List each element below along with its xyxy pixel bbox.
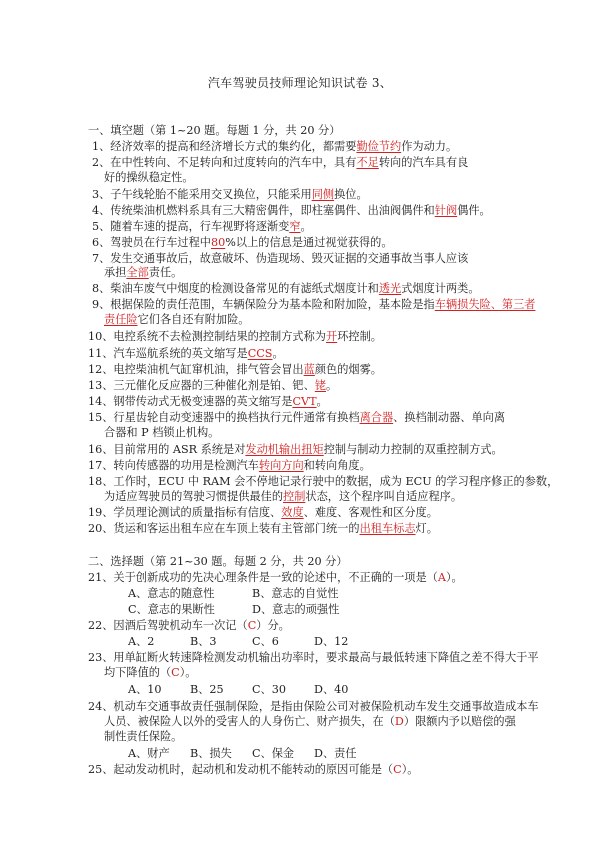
answer-20: 出租车标志: [359, 522, 416, 535]
option-24-c: C、保金: [252, 747, 295, 760]
question-2: 2、在中性转向、不足转向和过度转向的汽车中，具有不足转向的汽车具有良: [92, 156, 469, 169]
question-22: 22、因酒后驾驶机动车一次记（C）分。: [88, 619, 290, 632]
answer-9-part1: 车辆损失险、第三者: [434, 298, 536, 311]
question-23: 23、用单缸断火转速降检测发动机输出功率时，要求最高与最低转速下降值之差不得大于平: [88, 651, 539, 664]
answer-8: 透光: [378, 282, 402, 295]
option-24-d: D、责任: [314, 747, 357, 760]
answer-9-part2: 责任险: [104, 313, 138, 326]
answer-16: 发动机输出扭矩: [245, 443, 324, 456]
option-24-b: B、损失: [190, 747, 232, 760]
question-18-cont: 为适应驾驶员的驾驶习惯提供最佳的控制状态，这个程序叫自适应程序。: [104, 490, 463, 503]
option-23-a: A、10: [128, 683, 162, 696]
question-18: 18、工作时，ECU 中 RAM 会不停地记录行驶中的数据，成为 ECU 的学习程序修正的参数，: [88, 475, 559, 488]
section2-header: 二、选择题（第 21~30 题。每题 2 分，共 20 分）: [88, 555, 348, 568]
answer-1: 勤俭节约: [356, 140, 402, 153]
answer-19: 效度: [281, 506, 304, 519]
answer-3: 同侧: [311, 188, 335, 201]
question-24: 24、机动车交通事故责任强制保险，是指由保险公司对被保险机动车发生交通事故造成本车: [88, 700, 539, 713]
question-25: 25、起动发动机时，起动机和发动机不能转动的原因可能是（C）。: [88, 763, 419, 776]
question-17: 17、转向传感器的功用是检测汽车转向方向和转向角度。: [88, 459, 371, 472]
question-19: 19、学员理论测试的质量指标有信度、效度、难度、客观性和区分度。: [88, 506, 438, 519]
answer-18: 控制: [283, 490, 306, 503]
option-21-c: C、意志的果断性: [128, 603, 215, 616]
answer-14: CVT: [292, 395, 317, 408]
answer-15: 离合器: [359, 411, 394, 424]
question-12: 12、电控柴油机气缸窜机油，排气管会冒出蓝颜色的烟雾。: [88, 363, 382, 376]
answer-23: C: [171, 666, 180, 679]
answer-24: D: [394, 715, 404, 728]
question-8: 8、柴油车废气中烟度的检测设备常见的有滤纸式烟度计和透光式烟度计两类。: [92, 282, 480, 295]
option-23-b: B、25: [190, 683, 224, 696]
answer-10: 开: [326, 330, 338, 343]
option-22-a: A、2: [128, 635, 155, 648]
question-9: 9、根据保险的责任范围，车辆保险分为基本险和附加险，基本险是指车辆损失险、第三者: [92, 298, 536, 311]
answer-6: 80: [211, 236, 226, 249]
question-1: 1、经济效率的提高和经济增长方式的集约化，都需要勤俭节约作为动力。: [92, 140, 458, 153]
answer-21: A: [437, 571, 446, 584]
question-10: 10、电控系统不去检测控制结果的控制方式称为开环控制。: [88, 330, 382, 343]
question-11: 11、汽车巡航系统的英文缩写是CCS。: [88, 347, 284, 360]
option-23-c: C、30: [252, 683, 286, 696]
question-5: 5、随着车速的提高，行车视野将逐渐变窄。: [92, 220, 312, 233]
question-14: 14、钢带传动式无极变速器的英文缩写是CVT。: [88, 395, 328, 408]
option-22-b: B、3: [190, 635, 217, 648]
question-2-cont: 好的操纵稳定性。: [104, 171, 194, 184]
option-22-c: C、6: [252, 635, 279, 648]
question-13: 13、三元催化反应器的三种催化剂是铂、钯、铑。: [88, 379, 338, 392]
answer-4: 针阀: [434, 204, 458, 217]
option-21-b: B、意志的自觉性: [252, 587, 339, 600]
answer-2: 不足: [356, 156, 379, 169]
answer-13: 铑: [314, 379, 327, 392]
question-9-cont: 责任险它们各自还有附加险。: [104, 313, 250, 326]
exam-title: 汽车驾驶员技师理论知识试卷 3、: [207, 76, 393, 90]
option-21-a: A、意志的随意性: [128, 587, 215, 600]
option-23-d: D、40: [314, 683, 349, 696]
question-7: 7、发生交通事故后，故意破坏、伪造现场、毁灭证据的交通事故当事人应该: [92, 252, 469, 265]
question-24-cont2: 制性责任保险。: [104, 730, 183, 743]
answer-25: C: [393, 763, 402, 776]
option-22-d: D、12: [314, 635, 349, 648]
option-24-a: A、财产: [128, 747, 170, 760]
section1-header: 一、填空题（第 1~20 题。每题 1 分，共 20 分）: [88, 124, 341, 137]
answer-7: 全部: [126, 266, 149, 279]
question-20: 20、货运和客运出租车应在车顶上装有主管部门统一的出租车标志灯。: [88, 522, 438, 535]
answer-5: 窄: [289, 220, 301, 233]
answer-22: C: [247, 619, 257, 632]
answer-12: 蓝: [303, 363, 315, 376]
answer-17: 转向方向: [258, 459, 304, 472]
option-21-d: D、意志的顽强性: [252, 603, 340, 616]
question-15: 15、行星齿轮自动变速器中的换档执行元件通常有换档离合器、换档制动器、单向离: [88, 411, 506, 424]
question-4: 4、传统柴油机燃料系具有三大精密偶件，即柱塞偶件、出油阀偶件和针阀偶件。: [92, 204, 491, 217]
question-23-cont: 均下降值的（C）。: [104, 666, 197, 679]
question-15-cont: 合器和 P 档锁止机构。: [104, 426, 220, 439]
question-16: 16、目前常用的 ASR 系统是对发动机输出扭矩控制与制动力控制的双重控制方式。: [88, 443, 503, 456]
question-6: 6、驾驶员在行车过程中80%以上的信息是通过视觉获得的。: [92, 236, 393, 249]
answer-11: CCS: [247, 347, 273, 360]
question-7-cont: 承担全部责任。: [104, 266, 183, 279]
question-21: 21、关于创新成功的先决心理条件是一致的论述中，不正确的一项是（A）。: [88, 571, 463, 584]
question-3: 3、子午线轮胎不能采用交叉换位，只能采用同侧换位。: [92, 188, 368, 201]
question-24-cont: 人员、被保险人以外的受害人的人身伤亡、财产损失，在（D）限额内予以赔偿的强: [104, 715, 516, 728]
